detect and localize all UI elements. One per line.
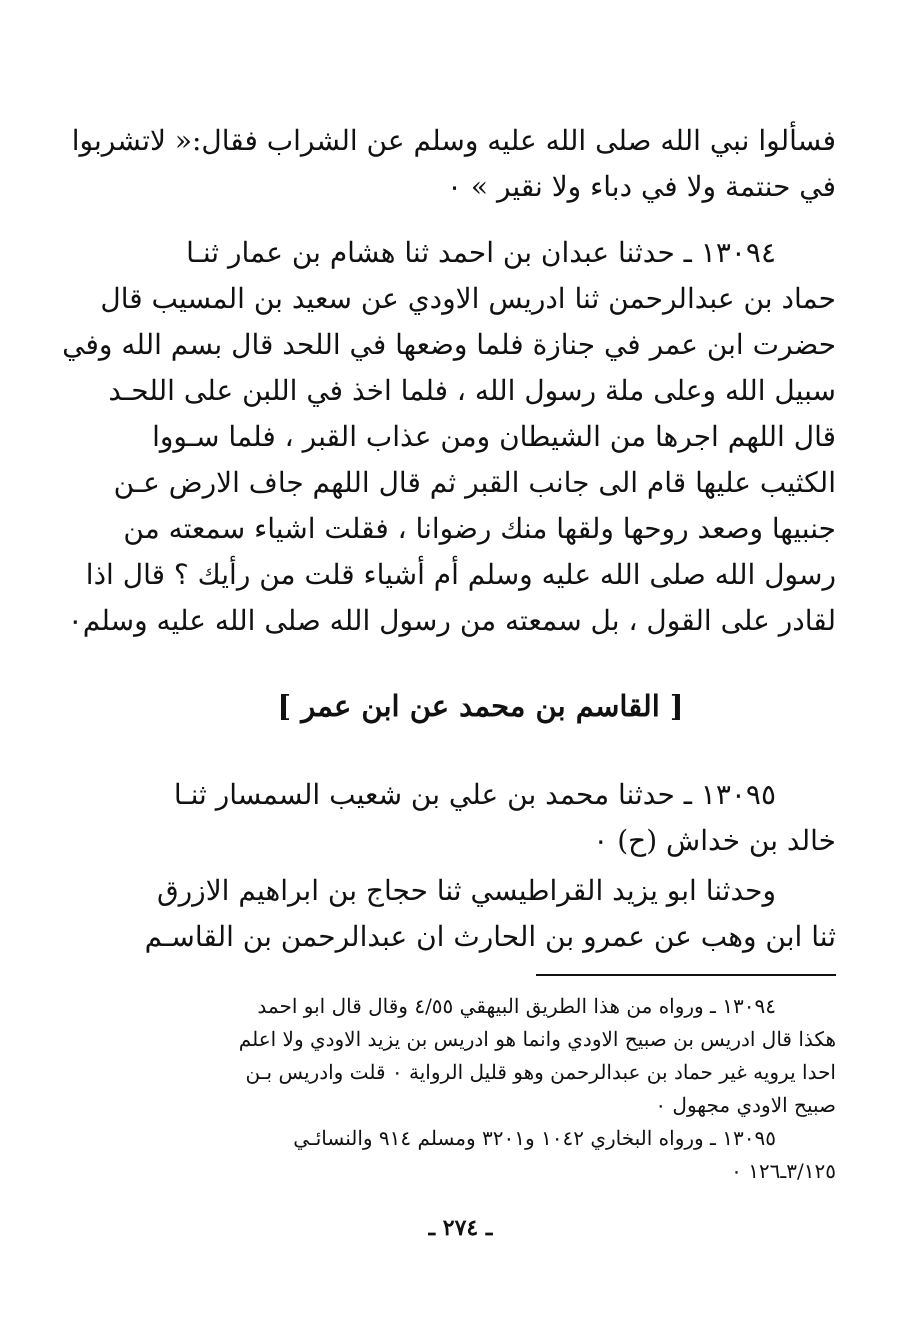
text-line: قال اللهم اجرها من الشيطان ومن عذاب القبر ، فلما سـووا (152, 420, 836, 453)
paragraph-hadith-13094 (62, 230, 836, 644)
footnote-line: صبيح الاودي مجهول ٠ (655, 1093, 836, 1117)
footnote-line: ١٣٠٩٤ ـ ورواه من هذا الطريق البيهقي ٤/٥٥ وقال قال ابو احمد (257, 994, 776, 1018)
text-line: رسول الله صلى الله عليه وسلم أم أشياء قلت من رأيك ؟ قال اذا (85, 558, 836, 591)
footnote-line: ١٣٠٩٥ ـ ورواه البخاري ١٠٤٢ و٣٢٠١ ومسلم ٩١٤ والنسائـي (293, 1126, 776, 1150)
text-line: حضرت ابن عمر في جنازة فلما وضعها في اللحد قال بسم الله وفي (62, 328, 836, 361)
section-heading: [ القاسم بن محمد عن ابن عمر ] (277, 689, 684, 723)
text-line: لقادر على القول ، بل سمعته من رسول الله صلى الله عليه وسلم٠ (67, 604, 836, 637)
text-line: جنبيها وصعد روحها ولقها منك رضوانا ، فقلت اشياء سمعته من (123, 512, 836, 545)
footnote-divider (536, 974, 836, 976)
text-line: فسألوا نبي الله صلى الله عليه وسلم عن الشراب فقال:« لاتشربوا (71, 124, 836, 157)
text-line: سبيل الله وعلى ملة رسول الله ، فلما اخذ في اللبن على اللحـد (108, 374, 836, 407)
paragraph-hadith-13095 (125, 772, 836, 864)
text-line: ثنا ابن وهب عن عمرو بن الحارث ان عبدالرحمن بن القاسـم (144, 920, 836, 953)
text-line: خالد بن خداش (ح) ٠ (593, 824, 836, 857)
paragraph-continuation (125, 868, 836, 960)
text-line: في حنتمة ولا في دباء ولا نقير » ٠ (446, 170, 836, 203)
page-number: ـ ٢٧٤ ـ (428, 1215, 493, 1241)
footnote-line: احدا يرويه غير حماد بن عبدالرحمن وهو قليل الرواية ٠ قلت وادريس بـن (245, 1060, 836, 1084)
paragraph-1 (71, 118, 836, 210)
text-line: الكثيب عليها قام الى جانب القبر ثم قال اللهم جاف الارض عـن (113, 466, 836, 499)
text-line: ١٣٠٩٤ ـ حدثنا عبدان بن احمد ثنا هشام بن عمار ثنـا (186, 236, 776, 269)
footnote-13094 (125, 990, 836, 1122)
text-line: حماد بن عبدالرحمن ثنا ادريس الاودي عن سعيد بن المسيب قال (100, 282, 836, 315)
footnote-13095 (125, 1122, 836, 1188)
text-line: وحدثنا ابو يزيد القراطيسي ثنا حجاج بن ابراهيم الازرق (156, 874, 776, 907)
footnote-line: هكذا قال ادريس بن صبيح الاودي وانما هو ادريس بن يزيد الاودي ولا اعلم (238, 1027, 836, 1051)
text-line: ١٣٠٩٥ ـ حدثنا محمد بن علي بن شعيب السمسار ثنـا (173, 778, 776, 811)
footnote-line: ٣/١٢٥ـ١٢٦ ٠ (731, 1159, 836, 1183)
